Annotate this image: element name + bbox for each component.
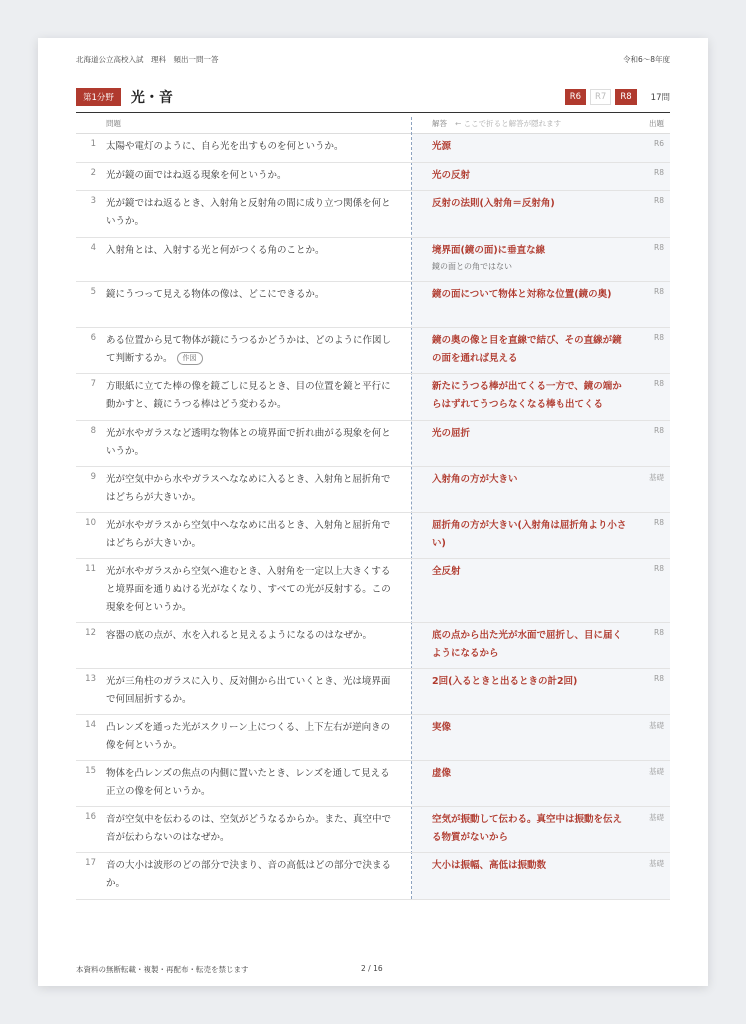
question-number: 15 — [85, 766, 96, 776]
question-number: 3 — [90, 196, 96, 206]
answer-text: 鏡の面について物体と対称な位置(鏡の奥) — [432, 289, 612, 300]
answer-text: 実像 — [432, 722, 452, 733]
field-badge: 第1分野 — [76, 88, 121, 106]
question-text: 光が水やガラスなど透明な物体との境界面で折れ曲がる現象を何というか。 — [106, 428, 391, 457]
question-number: 7 — [90, 379, 96, 389]
page-footer — [76, 964, 670, 975]
answer-text: 反射の法則(入射角＝反射角) — [432, 198, 555, 209]
answer-text: 鏡の奥の像と目を直線で結び、その直線が鏡の面を通れば見える — [432, 335, 622, 364]
question-text: 光が水やガラスから空気中へななめに出るとき、入射角と屈折角ではどちらが大きいか。 — [106, 520, 391, 549]
header-title: 北海道公立高校入試 理科 頻出一問一答 — [76, 55, 219, 64]
table-row — [76, 373, 670, 421]
section-title: 光・音 — [130, 90, 173, 106]
answer-text: 光源 — [432, 141, 452, 152]
drawing-tag: 作図 — [177, 352, 203, 365]
source-label: 基礎 — [649, 767, 664, 776]
source-label: R8 — [654, 674, 664, 683]
source-label: 基礎 — [649, 473, 664, 482]
question-number: 5 — [90, 287, 96, 297]
source-label: 基礎 — [649, 813, 664, 822]
question-number: 16 — [85, 812, 96, 822]
section-title-row — [76, 86, 670, 113]
answer-text: 境界面(鏡の面)に垂直な線 — [432, 245, 546, 256]
answer-column-label — [432, 118, 561, 129]
answer-note: 鏡の面との角ではない — [432, 262, 512, 271]
question-number: 17 — [85, 858, 96, 868]
source-label: R8 — [654, 628, 664, 637]
question-text: 光が鏡の面ではね返る現象を何というか。 — [106, 170, 287, 181]
answer-text: 大小は振幅、高低は振動数 — [432, 860, 547, 871]
question-text: 物体を凸レンズの焦点の内側に置いたとき、レンズを通して見える正立の像を何というか。 — [106, 768, 390, 797]
answer-text: 空気が振動して伝わる。真空中は振動を伝える物質がないから — [432, 814, 623, 843]
table-row — [76, 162, 670, 191]
answer-text: 屈折角の方が大きい(入射角は屈折角より小さい) — [432, 520, 627, 549]
table-row — [76, 622, 670, 669]
answer-text: 2回(入るときと出るときの計2回) — [432, 676, 578, 687]
question-text-block — [106, 332, 398, 368]
question-text: 方眼紙に立てた棒の像を鏡ごしに見るとき、目の位置を鏡と平行に動かすと、鏡にうつる棒はどう変わるか。 — [106, 381, 391, 410]
question-number: 11 — [85, 564, 96, 574]
year-badge-r8: R8 — [615, 89, 636, 105]
question-number: 4 — [90, 243, 96, 253]
source-column-label: 出題 — [649, 119, 664, 128]
question-text: 光が水やガラスから空気へ進むとき、入射角を一定以上大きくすると境界面を通りぬける光がなくなり、すべての光が反射する。この現象を何というか。 — [106, 566, 391, 613]
answer-text: 新たにうつる棒が出てくる一方で、鏡の端からはずれてうつらなくなる棒も出てくる — [432, 381, 622, 410]
question-number: 8 — [90, 426, 96, 436]
answer-text: 底の点から出た光が水面で屈折し、目に届くようになるから — [432, 630, 623, 659]
question-text: 音が空気中を伝わるのは、空気がどうなるからか。また、真空中で音が伝わらないのはなぜか。 — [106, 814, 392, 843]
answer-block — [432, 242, 628, 274]
question-text: 光が三角柱のガラスに入り、反対側から出ていくとき、光は境界面で何回屈折するか。 — [106, 676, 391, 705]
question-number: 9 — [90, 472, 96, 482]
copyright-notice: 本資料の無断転載・複製・再配布・転売を禁じます — [76, 965, 249, 974]
header-years: 令和6～8年度 — [622, 55, 670, 64]
table-row — [76, 512, 670, 559]
table-row — [76, 133, 670, 163]
question-number: 6 — [90, 333, 96, 343]
question-text: 入射角とは、入射する光と何がつくる角のことか。 — [106, 245, 325, 256]
source-label: 基礎 — [649, 859, 664, 868]
answer-text: 光の反射 — [432, 170, 471, 181]
question-number: 14 — [85, 720, 96, 730]
table-row — [76, 852, 670, 900]
table-row — [76, 237, 670, 282]
table-row — [76, 714, 670, 761]
question-text: 光が鏡ではね返るとき、入射角と反射角の間に成り立つ関係を何というか。 — [106, 198, 391, 227]
table-row — [76, 760, 670, 807]
column-header — [76, 117, 670, 134]
question-number: 2 — [90, 168, 96, 178]
question-column-label: 問題 — [106, 119, 121, 128]
question-text: 光が空気中から水やガラスへななめに入るとき、入射角と屈折角ではどちらが大きいか。 — [106, 474, 391, 503]
source-label: R6 — [654, 139, 664, 148]
fold-hint: ← ここで折ると解答が隠れます — [455, 119, 562, 128]
table-row — [76, 281, 670, 328]
answer-text: 全反射 — [432, 566, 461, 577]
answer-text: 虚像 — [432, 768, 452, 779]
question-count: 17問 — [650, 93, 670, 103]
source-label: 基礎 — [649, 721, 664, 730]
question-text: 容器の底の点が、水を入れると見えるようになるのはなぜか。 — [106, 630, 373, 641]
table-row — [76, 190, 670, 238]
source-label: R8 — [654, 564, 664, 573]
table-row — [76, 806, 670, 853]
question-number: 1 — [90, 139, 96, 149]
page-number: 2 / 16 — [361, 964, 383, 973]
year-badge-r6: R6 — [565, 89, 586, 105]
question-number: 13 — [85, 674, 96, 684]
answer-label: 解答 — [432, 119, 447, 128]
answer-text: 光の屈折 — [432, 428, 471, 439]
source-label: R8 — [654, 168, 664, 177]
question-number: 10 — [85, 518, 96, 528]
source-label: R8 — [654, 518, 664, 527]
table-row — [76, 558, 670, 623]
table-row — [76, 668, 670, 715]
source-label: R8 — [654, 333, 664, 342]
question-text: 太陽や電灯のように、自ら光を出すものを何というか。 — [106, 141, 344, 152]
source-label: R8 — [654, 287, 664, 296]
document-page — [38, 38, 708, 986]
question-text: 鏡にうつって見える物体の像は、どこにできるか。 — [106, 289, 325, 300]
question-text: ある位置から見て物体が鏡にうつるかどうかは、どのように作図して判断するか。 — [106, 335, 392, 364]
table-row — [76, 327, 670, 374]
table-row — [76, 420, 670, 467]
question-number: 12 — [85, 628, 96, 638]
source-label: R8 — [654, 243, 664, 252]
year-badge-r7: R7 — [590, 89, 611, 105]
page-header — [76, 54, 670, 65]
table-row — [76, 466, 670, 513]
source-label: R8 — [654, 426, 664, 435]
answer-text: 入射角の方が大きい — [432, 474, 518, 485]
source-label: R8 — [654, 379, 664, 388]
question-text: 音の大小は波形のどの部分で決まり、音の高低はどの部分で決まるか。 — [106, 860, 392, 889]
question-text: 凸レンズを通った光がスクリーン上につくる、上下左右が逆向きの像を何というか。 — [106, 722, 391, 751]
source-label: R8 — [654, 196, 664, 205]
